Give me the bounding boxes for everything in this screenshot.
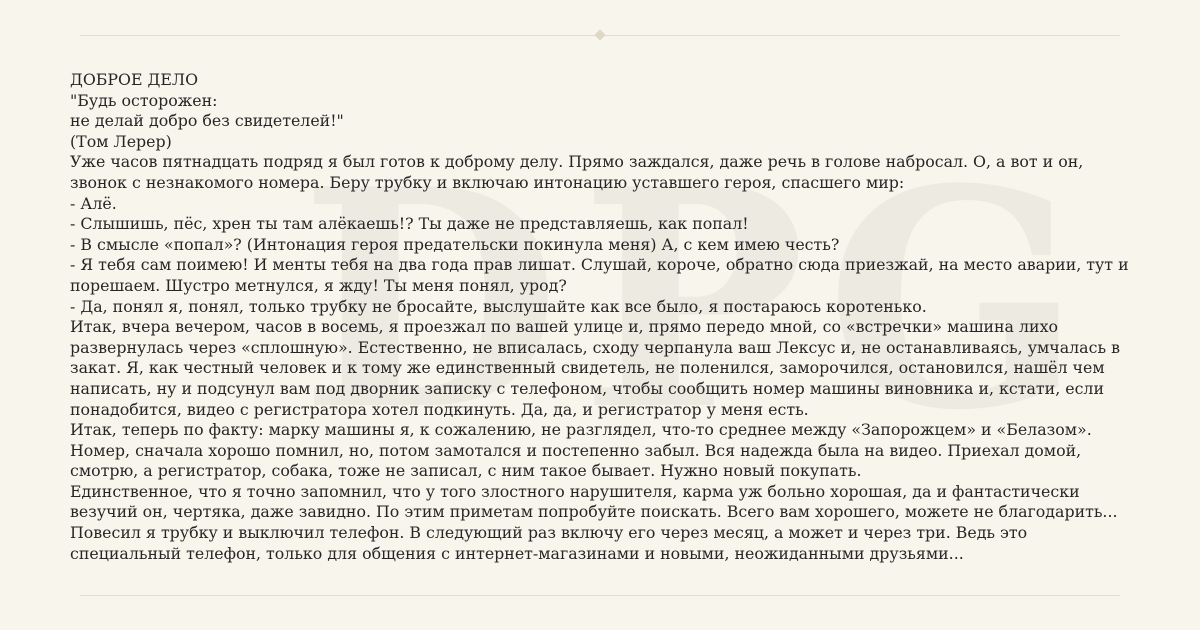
epigraph-line: "Будь осторожен: [70, 90, 218, 110]
paragraph: - Слышишь, пёс, хрен ты там алёкаешь!? Ты даже не представляешь, как попал! [70, 214, 749, 234]
paragraph: Единственное, что я точно запомнил, что у того злостного нарушителя, карма уж больно хорошая, да и фантастически везучий он, чертяка, даже завидно. По этим приметам попробуйте поискать. Всего вам хорошего, можете не благодарить... [70, 481, 1118, 522]
paragraph: Уже часов пятнадцать подряд я был готов к доброму делу. Прямо заждался, даже речь в голове набросал. О, а вот и он, звонок с незнакомого номера. Беру трубку и включаю интонацию уставшего героя, спасшего мир: [70, 152, 1084, 192]
epigraph-author: (Том Лерер) [70, 131, 172, 151]
paragraph: Повесил я трубку и выключил телефон. В следующий раз включу его через месяц, а может и через три. Ведь это специальный телефон, только для общения с интернет-магазинами и новыми, неожиданными друзьями... [70, 523, 1028, 563]
epigraph-line: не делай добро без свидетелей!" [70, 111, 344, 131]
paragraph: - Алё. [70, 193, 117, 213]
divider-ornament-icon [594, 29, 605, 40]
story-title: ДОБРОЕ ДЕЛО [70, 70, 199, 89]
paragraph: - В смысле «попал»? (Интонация героя предательски покинула меня) А, с кем имею честь? [70, 234, 840, 254]
story-body [70, 70, 1130, 564]
bottom-divider [80, 595, 1120, 596]
paragraph: - Да, понял я, понял, только трубку не бросайте, выслушайте как все было, я постараюсь коротенько. [70, 296, 927, 316]
paragraph: Итак, теперь по факту: марку машины я, к сожалению, не разглядел, что-то среднее между «Запорожцем» и «Белазом». Номер, сначала хорошо помнил, но, потом замотался и постепенно забыл. Вся надежда была на видео. Приехал домой, смотрю, а регистратор, собака, тоже не записал, с ним такое бывает. Нужно новый покупать. [70, 420, 1092, 481]
paragraph: Итак, вчера вечером, часов в восемь, я проезжал по вашей улице и, прямо передо мной, со «встречки» машина лихо развернулась через «сплошную». Естественно, не вписалась, сходу черпанула ваш Лексус и, не останавливаясь, умчалась в закат. Я, как честный человек и к тому же единственный свидетель, не поленился, заморочился, остановился, нашёл чем написать, ну и подсунул вам под дворник записку с телефоном, чтобы сообщить номер машины виновника и, кстати, если понадобится, видео с регистратора хотел подкинуть. Да, да, и регистратор у меня есть. [70, 317, 1120, 419]
paragraph: - Я тебя сам поимею! И менты тебя на два года прав лишат. Слушай, короче, обратно сюда приезжай, на место аварии, тут и порешаем. Шустро метнулся, я жду! Ты меня понял, урод? [70, 255, 1129, 295]
